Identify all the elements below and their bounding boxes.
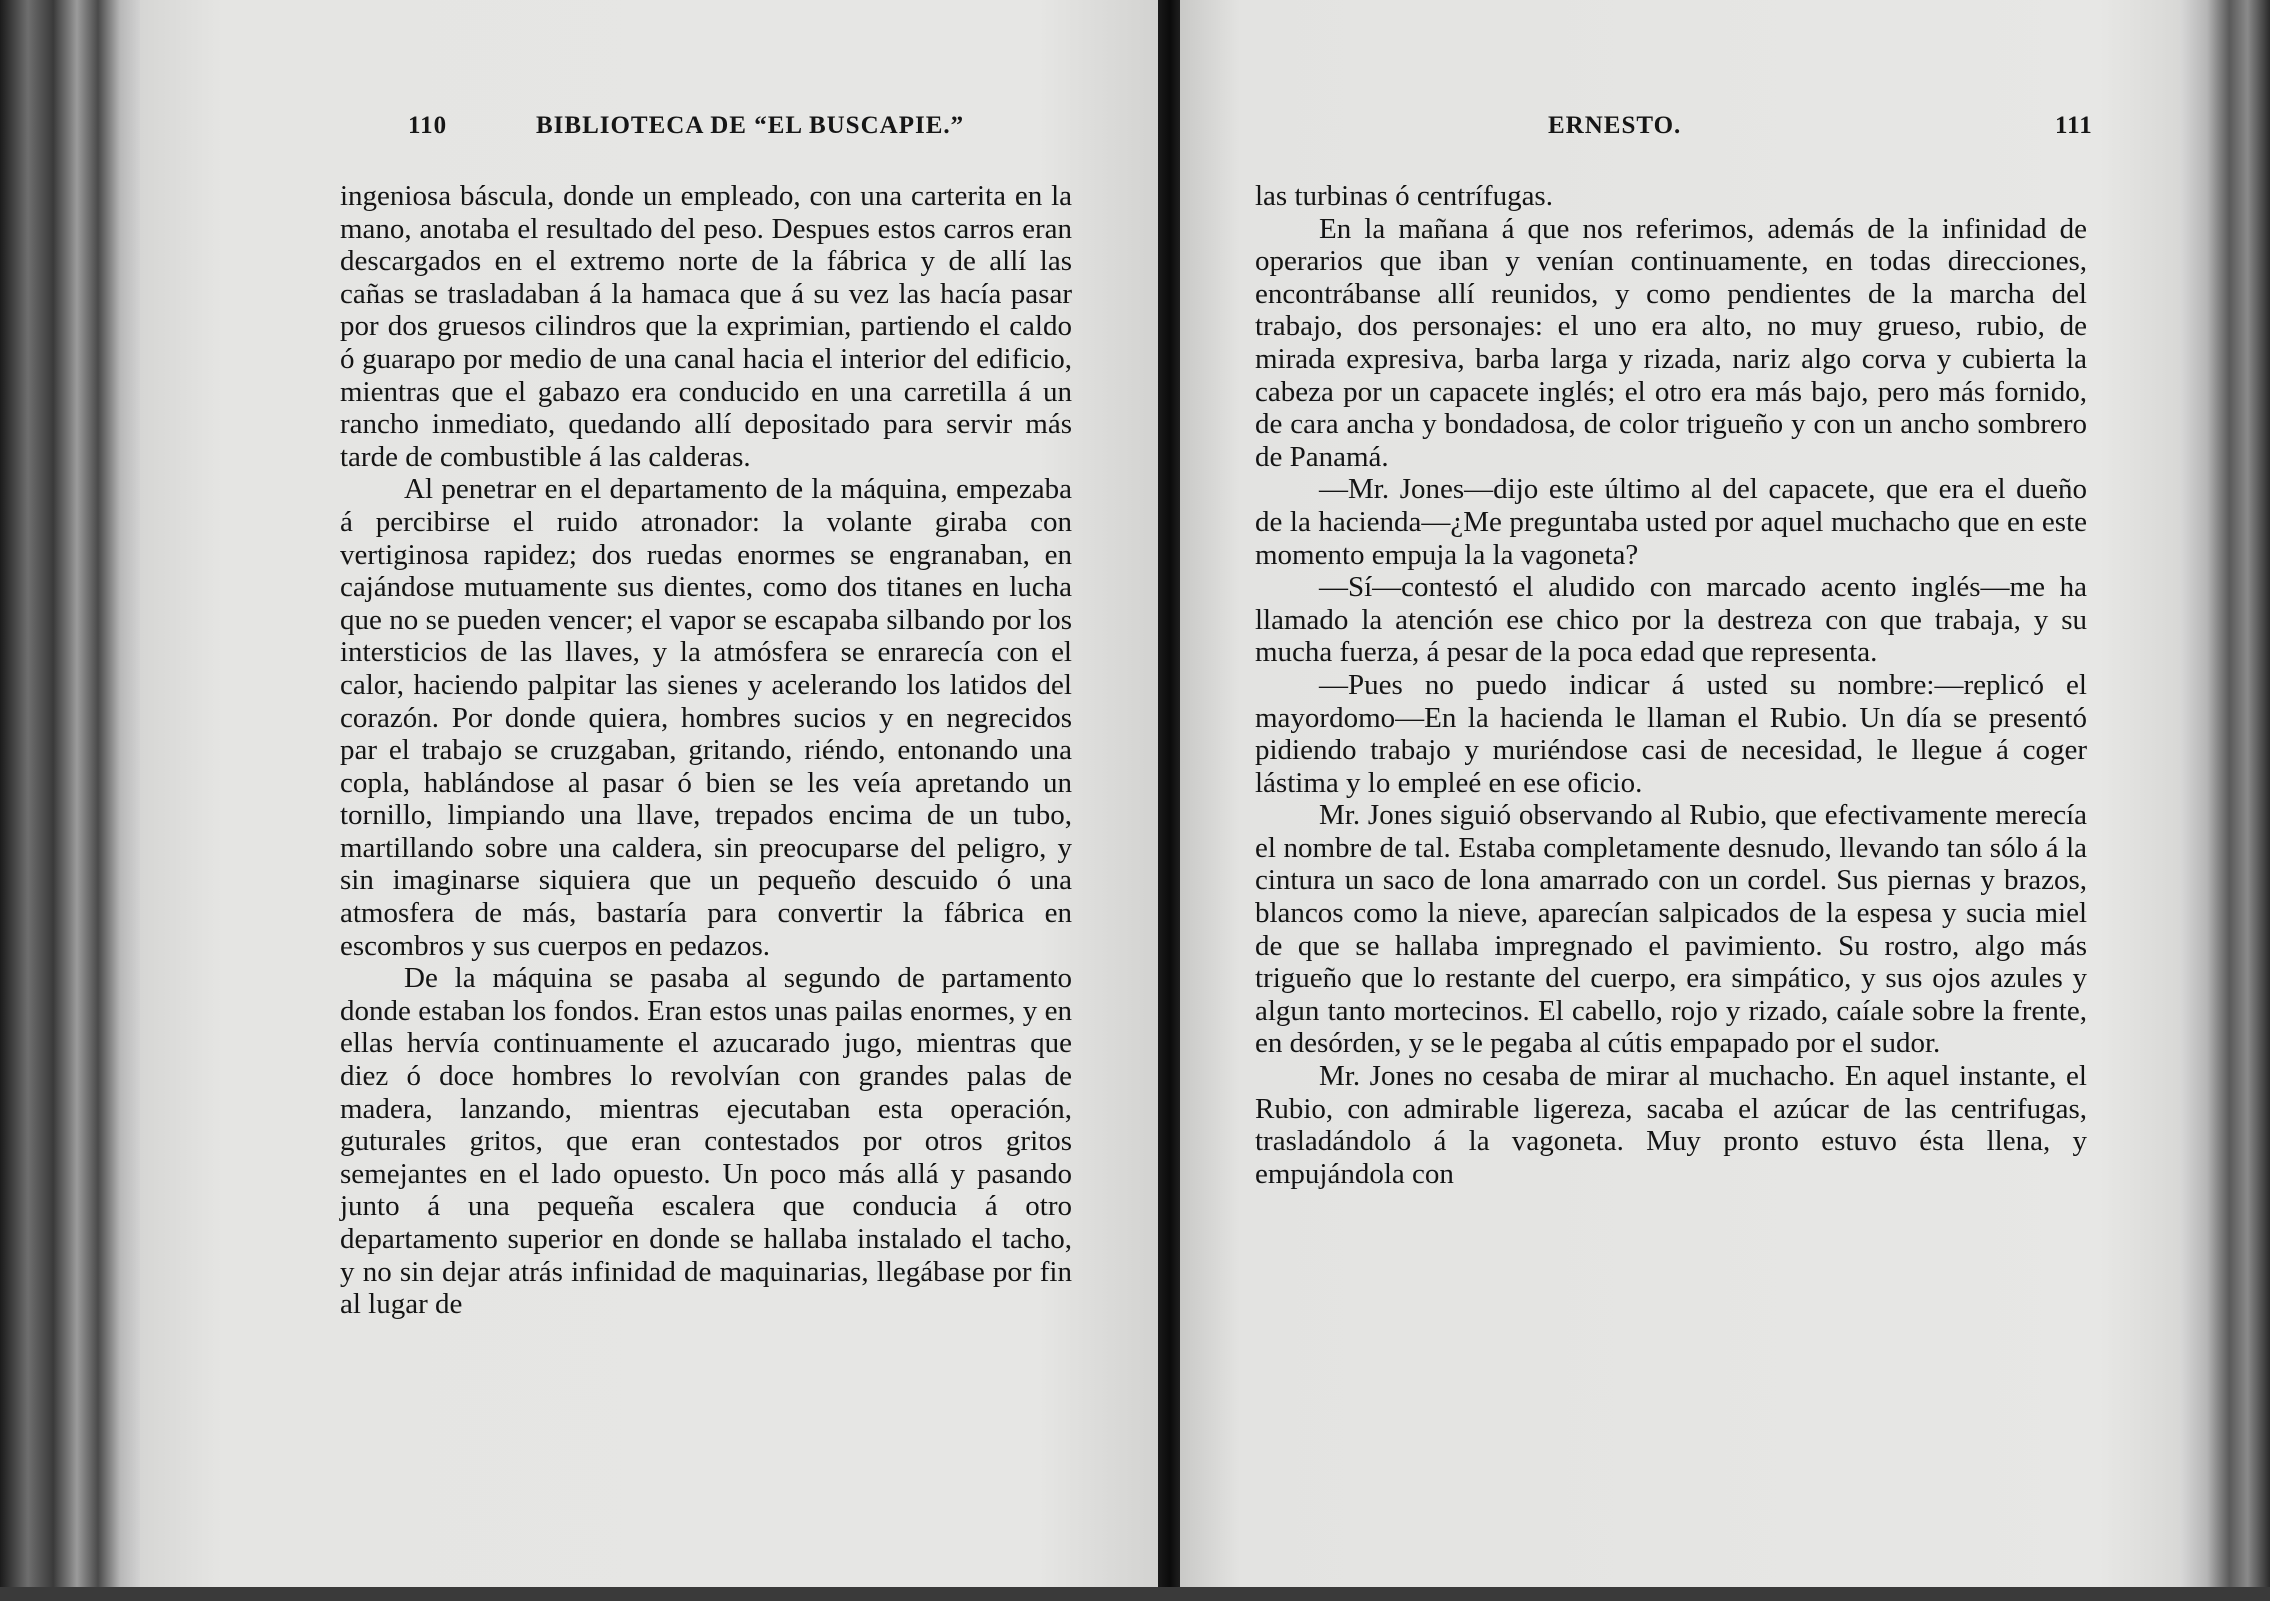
right-page [1180,0,2180,1601]
paragraph: —Sí—contestó el aludido con marcado acento inglés—me ha llamado la atención ese chico por la destreza con que trabaja, y su mucha fuerza, á pesar de la poca edad que representa. [1255,571,2087,669]
left-folio: 110 [408,112,448,139]
paragraph: —Mr. Jones—dijo este último al del capacete, que era el dueño de la hacienda—¿Me preguntaba usted por aquel muchacho que en este momento empuja la la vagoneta? [1255,473,2087,571]
paragraph: las turbinas ó centrífugas. [1255,180,1553,212]
right-running-head [1180,112,2100,152]
right-head-title: ERNESTO. [1548,112,1682,139]
bottom-shadow [0,1587,2270,1601]
paragraph: En la mañana á que nos referimos, además de la infinidad de operarios que iban y venían continuamente, en todas direcciones, encontrábanse allí reunidos, y como pendientes de la marcha del trabajo, dos personajes: el uno era alto, no muy grueso, rubio, de mirada expresiva, barba larga y rizada, nariz algo corva y cubierta la cabeza por un capacete inglés; el otro era más bajo, pero más fornido, de cara ancha y bondadosa, de color trigueño y con un ancho sombrero de Panamá. [1255,212,2087,473]
left-page [140,0,1160,1601]
paragraph: Mr. Jones no cesaba de mirar al muchacho. En aquel instante, el Rubio, con admirable ligereza, sacaba el azúcar de las centrifugas, trasladándolo á la vagoneta. Muy pronto estuvo ésta llena, y empujándola con [1255,1060,2087,1190]
right-text-block [1255,180,2087,1190]
paragraph: ingeniosa báscula, donde un empleado, con una carterita en la mano, anotaba el resultado del peso. Despues estos carros eran descargados en el extremo norte de la fábrica y de allí las cañas se trasladaban á la hamaca que á su vez las hacía pasar por dos gruesos cilindros que la exprimian, partiendo el caldo ó guarapo por medio de una canal hacia el interior del edificio, mientras que el gabazo era conducido en una carretilla á un rancho inmediato, quedando allí depositado para servir más tarde de combustible á las calderas. [340,180,1072,473]
right-folio: 111 [2055,112,2093,139]
paragraph: Mr. Jones siguió observando al Rubio, que efectivamente merecía el nombre de tal. Estaba completamente desnudo, llevando tan sólo á la cintura un saco de lona amarrado con un cordel. Sus piernas y brazos, blancos como la nieve, aparecían salpicados de la espesa y sucia miel de que se hallaba impregnado el pavimiento. Su rostro, algo más trigueño que lo restante del cuerpo, era simpático, y sus ojos azules y algun tanto mortecinos. El cabello, rojo y rizado, caíale sobre la frente, en desórden, y se le pegaba al cútis empapado por el sudor. [1255,799,2087,1060]
paragraph: Al penetrar en el departamento de la máquina, empezaba á percibirse el ruido atronador: la volante giraba con vertiginosa rapidez; dos ruedas enormes se engranaban, en cajándose mutuamente sus dientes, como dos titanes en lucha que no se pueden vencer; el vapor se escapaba silbando por los intersticios de las llaves, y la atmósfera se enrarecía con el calor, haciendo palpitar las sienes y acelerando los latidos del corazón. Por donde quiera, hombres sucios y en negrecidos par el trabajo se cruzgaban, gritando, riéndo, entonando una copla, hablándose al pasar ó bien se les veía apretando un tornillo, limpiando una llave, trepados encima de un tubo, martillando sobre una caldera, sin preocuparse del peligro, y sin imaginarse siquiera que un pequeño descuido ó una atmosfera de más, bastaría para convertir la fábrica en escombros y sus cuerpos en pedazos. [340,473,1072,962]
book-gutter [1158,0,1182,1601]
page-stack-right-edge [2180,0,2270,1601]
page-stack-left-edge [0,0,140,1601]
left-text-block [340,180,1072,1321]
paragraph: De la máquina se pasaba al segundo de partamento donde estaban los fondos. Eran estos unas pailas enormes, y en ellas hervía continuamente el azucarado jugo, mientras que diez ó doce hombres lo revolvían con grandes palas de madera, lanzando, mientras ejecutaban esta operación, guturales gritos, que eran contestados por otros gritos semejantes en el lado opuesto. Un poco más allá y pasando junto á una pequeña escalera que conducia á otro departamento superior en donde se hallaba instalado el tacho, y no sin dejar atrás infinidad de maquinarias, llegábase por fin al lugar de [340,962,1072,1321]
left-head-title: BIBLIOTECA DE “EL BUSCAPIE.” [536,112,965,139]
paragraph: —Pues no puedo indicar á usted su nombre:—replicó el mayordomo—En la hacienda le llaman el Rubio. Un día se presentó pidiendo trabajo y muriéndose casi de necesidad, le llegue á coger lástima y lo empleé en ese oficio. [1255,668,2087,799]
left-running-head [408,112,965,152]
